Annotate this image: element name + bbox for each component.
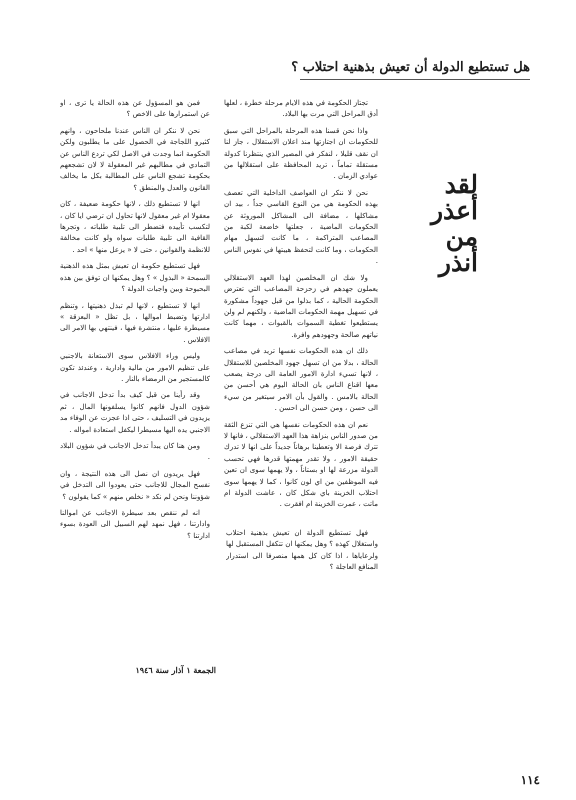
- paragraph: نحن لا ننكر ان الناس عندنا ملحاحون ، وانهم كثيرو اللجاجة في الحصول على ما يطلبون ولكن الحكومة انما وجدت في الاصل لكي تردع الناس عن التمادي في مطالبهم غير المعقولة لا لان تشجعهم بحكومة تشجع الناس على المطالبة بكل ما يخالف القانون والعدل والمنطق ؟: [60, 125, 210, 192]
- paragraph: وقد رأينا من قبل كيف بدأ تدخل الاجانب في شؤون الدول فانهم كانوا يسلفونها المال ، ثم يزيدون في التسليف ، حتى اذا عجزت عن الوفاء مد الاجنبي يده اليها مسيطرا ليكفل استعادة امواله .: [60, 390, 210, 434]
- paragraph: نعم ان هذه الحكومات نفسها هي التي تنزع الثقة من صدور الناس بنزاهة هذا العهد الاستقلالي ، فانها لا تترك فرصة الا وتعطينا برهاناً جديداً على انها لا تدرك حقيقة الامور ، ولا تقدر مهمتها قدرها فهي تحسب الدولة مزرعة لها او بستاناً ، ولا يهمها سوى ان تعين فيه الموظفين من اي لون كانوا ، كما لا يهمها سوى احتلاب الخزينة باي شكل كان ، عاشت الدولة ام ماتت ، عمرت الخزينة ام افقرت .: [224, 419, 378, 509]
- paragraph: وليس وراء الافلاس سوى الاستعانة بالاجنبي على تنظيم الامور من مالية وادارية ، وعندئذ تكون كالمستجير من الرمضاء بالنار .: [60, 351, 210, 383]
- paragraph: فهل تستطيع الدولة ان تعيش بذهنية احتلاب واستغلال كهذه ؟ وهل يمكنها ان تتكفل المستقبل لها ولرعاياها ، اذا كان كل همها منصرفا الى استدرار المنافع العاجلة ؟: [226, 528, 378, 572]
- paragraph: نحن لا ننكر ان العواصف الداخلية التي تعصف بهذه الحكومة هي من النوع القاسي جداً ، بيد ان مشاكلها ، مضافة الى المشاكل الموروثة عن الحكومات الماضية ، جعلتها خاضعة لكبة من المصاعب المتراكمة ، ما كانت لتسهل مهام الحكومات ، وما كانت لتحفظ هيبتها في نفوس الناس .: [224, 187, 378, 266]
- article-headline: هل تستطيع الدولة أن تعيش بذهنية احتلاب ؟: [291, 60, 530, 75]
- side-title-word: من: [445, 222, 478, 251]
- paragraph: انها لا تستطيع ذلك ، لانها حكومة ضعيفة ، كان معقولا ام غير معقول لانها تحاول ان ترضي ايا كان ، لتكسب تأييده فتضطر الى تلبية طلباته ، وتجرها القافية الى تلبية طلبات سواه ولو كانت مخالفة للانظمة والقوانين ، حتى لا « يزعل منها » احد .: [60, 199, 210, 254]
- side-title: [388, 172, 478, 276]
- issue-date-label: الجمعة ١ آذار سنة ١٩٤٦: [135, 665, 216, 675]
- side-title-word: لقد: [444, 170, 478, 199]
- paragraph: ولا شك ان المخلصين لهذا العهد الاستقلالي يعملون جهدهم في زحزحة المصاعب التي تعترض الحكومة الحالية ، كما بذلوا من قبل جهوداً مشكورة في تسهيل مهمة الحكومات الماضية ، ولكنهم لم ولن يستطيعوا تغطية السموات بالقبوات ، مهما كانت نياتهم صالحة وجهودهم وافرة.: [224, 272, 378, 339]
- article-column-left: [60, 97, 210, 597]
- page-number: ١١٤: [520, 773, 540, 787]
- paragraph: فمن هو المسؤول عن هذه الحالة يا ترى ، او عن استمرارها على الاخص ؟: [60, 98, 210, 119]
- paragraph: ومن هنا كان يبدأ تدخل الاجانب في شؤون البلاد .: [60, 440, 210, 462]
- paragraph: ذلك ان هذه الحكومات نفسها تريد في مصاعب الحالة ، بدلا من ان تسهل جهود المخلصين للاستقلال ، لانها تسيء ادارة الامور العامة الى درجة يصعب معها اقناع الناس بان الحالة اليوم هي أحسن من الحالة بالامس . والقول بأن الامر سيتغير من سيء الى حسن ، ومن حسن الى احسن .: [224, 346, 378, 413]
- headline-rule: [300, 79, 530, 80]
- paragraph: فهل تستطيع حكومة ان تعيش بمثل هذه الذهنية السمحة « البذول » ؟ وهل يمكنها ان توفق بين هذه البحبوحة وبين واجبات الدولة ؟: [60, 261, 210, 294]
- article-column-tail: [226, 527, 378, 637]
- paragraph: فهل يريدون ان نصل الى هذه النتيجة ، وان نفسح المجال للاجانب حتى يعودوا الى التدخل في شؤوننا ونحن لم نكد « نخلص منهم » كما يقولون ؟: [60, 468, 210, 501]
- side-title-word: أعذر: [430, 196, 478, 225]
- paragraph: انه لم ننقص بعد سيطرة الاجانب عن اموالنا وادارتنا ، فهل نمهد لهم السبيل الى العودة بسوء ادارتنا ؟: [60, 508, 210, 540]
- article-column-right: [224, 97, 378, 525]
- paragraph: انها لا تستطيع ، لانها لم تبذل ذهنيتها ، وتنظم ادارتها وتضبط اموالها ، بل تظل « البعزقة » مسيطرة عليها ، منتشرة فيها ، فينتهي بها الامر الى الافلاس .: [60, 300, 210, 344]
- paragraph: واذا نحن قسنا هذه المرحلة بالمراحل التي سبق للحكومات ان اجتازتها منذ اعلان الاستقلال ، جاز لنا ان نقف قليلا ، لنفكر في المصير الذي ينتظرنا كدولة مستقلة تماماً ، تريد المحافظة على استقلالها من عوادي الزمان .: [224, 125, 378, 181]
- paragraph: تجتاز الحكومة في هذه الايام مرحلة خطرة ، لعلها أدق المراحل التي مرت بها البلاد.: [224, 98, 378, 119]
- side-title-word: أنذر: [438, 248, 478, 277]
